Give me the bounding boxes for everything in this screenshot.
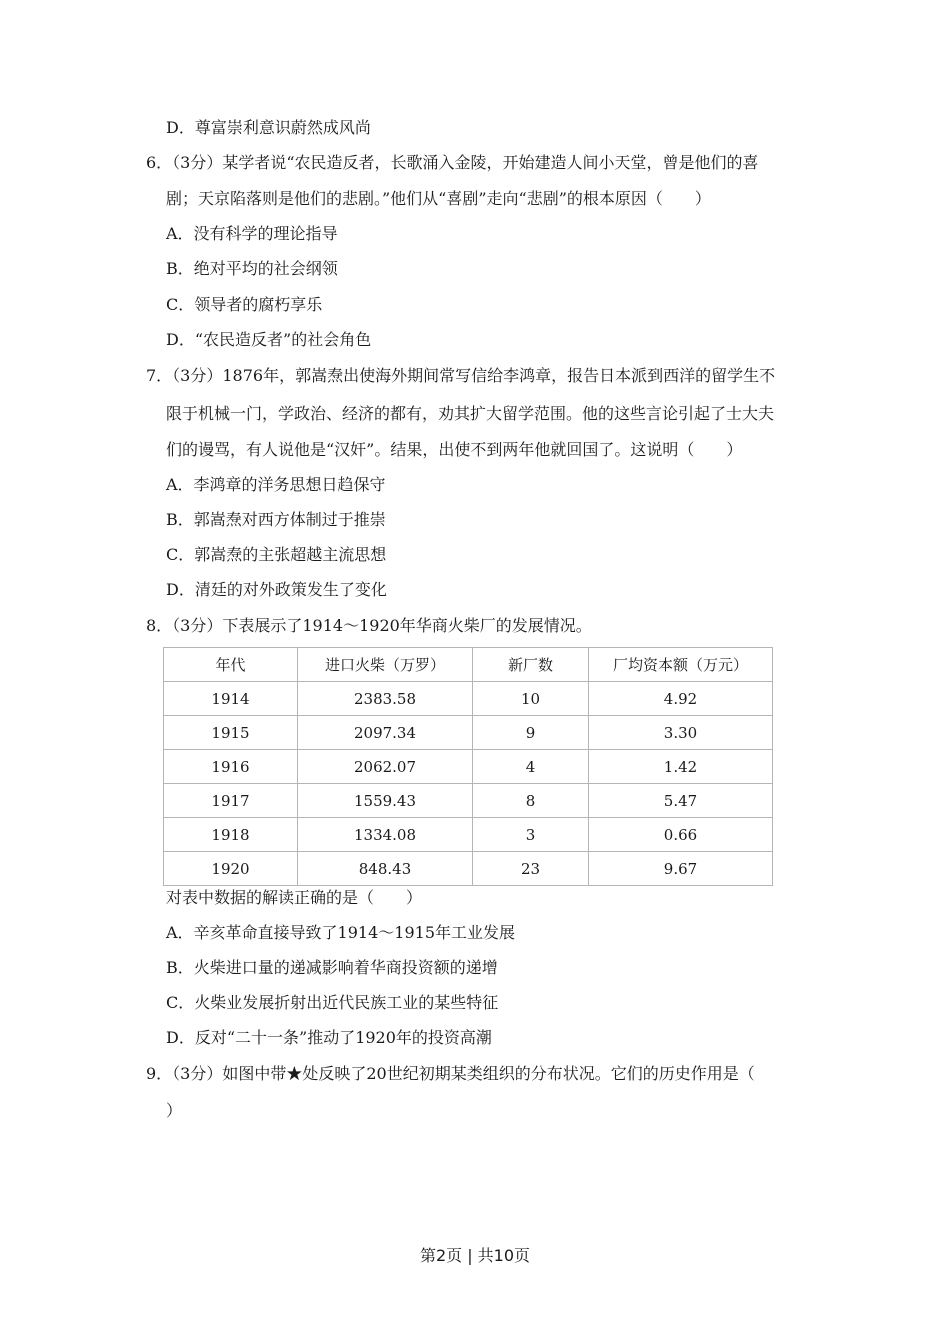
q6-stem-line-1: 6．（3分）某学者说“农民造反者，长歌涌入金陵，开始建造人间小天堂，曾是他们的喜 — [146, 153, 759, 172]
table-row — [164, 750, 773, 784]
q6-option-a: A．没有科学的理论指导 — [166, 224, 338, 243]
table-cell: 3 — [473, 818, 589, 852]
q6-option-d: D．“农民造反者”的社会角色 — [166, 330, 372, 349]
table-cell: 4 — [473, 750, 589, 784]
q7-option-b: B．郭嵩焘对西方体制过于推崇 — [166, 510, 386, 529]
table-cell: 2097.34 — [298, 716, 473, 750]
table-row — [164, 716, 773, 750]
q7-stem-line-1: 7．（3分）1876年，郭嵩焘出使海外期间常写信给李鸿章，报告日本派到西洋的留学生不 — [146, 366, 776, 385]
table-header-cell: 厂均资本额（万元） — [589, 648, 773, 682]
table-cell: 1.42 — [589, 750, 773, 784]
q6-option-c: C．领导者的腐朽享乐 — [166, 295, 323, 314]
table-header-cell: 年代 — [164, 648, 298, 682]
q8-stem-question: 对表中数据的解读正确的是（ ） — [166, 888, 423, 907]
table-cell: 0.66 — [589, 818, 773, 852]
table-cell: 10 — [473, 682, 589, 716]
table-cell: 8 — [473, 784, 589, 818]
q9-stem-line-2: ） — [166, 1101, 183, 1120]
table-cell: 1914 — [164, 682, 298, 716]
table-cell: 9 — [473, 716, 589, 750]
table-cell: 1920 — [164, 852, 298, 886]
q7-stem-line-2: 限于机械一门，学政治、经济的都有，劝其扩大留学范围。他的这些言论引起了士大夫 — [166, 404, 775, 423]
q7-option-a: A．李鸿章的洋务思想日趋保守 — [166, 475, 386, 494]
page-footer: 第2页 | 共10页 — [419, 1246, 531, 1265]
table-cell: 1917 — [164, 784, 298, 818]
q8-option-b: B．火柴进口量的递减影响着华商投资额的递增 — [166, 958, 498, 977]
q7-stem-line-3: 们的谩骂，有人说他是“汉奸”。结果，出使不到两年他就回国了。这说明（ ） — [166, 440, 743, 459]
prev-question-option-d: D．尊富崇利意识蔚然成风尚 — [166, 118, 371, 137]
q7-option-d: D．清廷的对外政策发生了变化 — [166, 580, 387, 599]
table-cell: 1918 — [164, 818, 298, 852]
table-cell: 4.92 — [589, 682, 773, 716]
table-cell: 2383.58 — [298, 682, 473, 716]
q8-option-c: C．火柴业发展折射出近代民族工业的某些特征 — [166, 993, 499, 1012]
table-cell: 9.67 — [589, 852, 773, 886]
table-cell: 1916 — [164, 750, 298, 784]
q8-option-d: D．反对“二十一条”推动了1920年的投资高潮 — [166, 1028, 492, 1047]
table-cell: 1915 — [164, 716, 298, 750]
table-cell: 848.43 — [298, 852, 473, 886]
table-cell: 1559.43 — [298, 784, 473, 818]
table-cell: 1334.08 — [298, 818, 473, 852]
table-row — [164, 784, 773, 818]
table-row — [164, 682, 773, 716]
table-header-cell: 新厂数 — [473, 648, 589, 682]
table-row — [164, 818, 773, 852]
table-cell: 2062.07 — [298, 750, 473, 784]
q7-option-c: C．郭嵩焘的主张超越主流思想 — [166, 545, 387, 564]
table-cell: 5.47 — [589, 784, 773, 818]
q6-stem-line-2: 剧；天京陷落则是他们的悲剧。”他们从“喜剧”走向“悲剧”的根本原因（ ） — [166, 189, 711, 208]
q8-stem-line-1: 8．（3分）下表展示了1914～1920年华商火柴厂的发展情况。 — [146, 616, 592, 635]
matchstick-factory-table — [163, 647, 773, 886]
table-row — [164, 852, 773, 886]
q8-option-a: A．辛亥革命直接导致了1914～1915年工业发展 — [166, 923, 515, 942]
table-cell: 23 — [473, 852, 589, 886]
q6-option-b: B．绝对平均的社会纲领 — [166, 259, 338, 278]
table-header-row — [164, 648, 773, 682]
table-header-cell: 进口火柴（万罗） — [298, 648, 473, 682]
table-cell: 3.30 — [589, 716, 773, 750]
q9-stem-line-1: 9．（3分）如图中带★处反映了20世纪初期某类组织的分布状况。它们的历史作用是（ — [146, 1064, 755, 1083]
